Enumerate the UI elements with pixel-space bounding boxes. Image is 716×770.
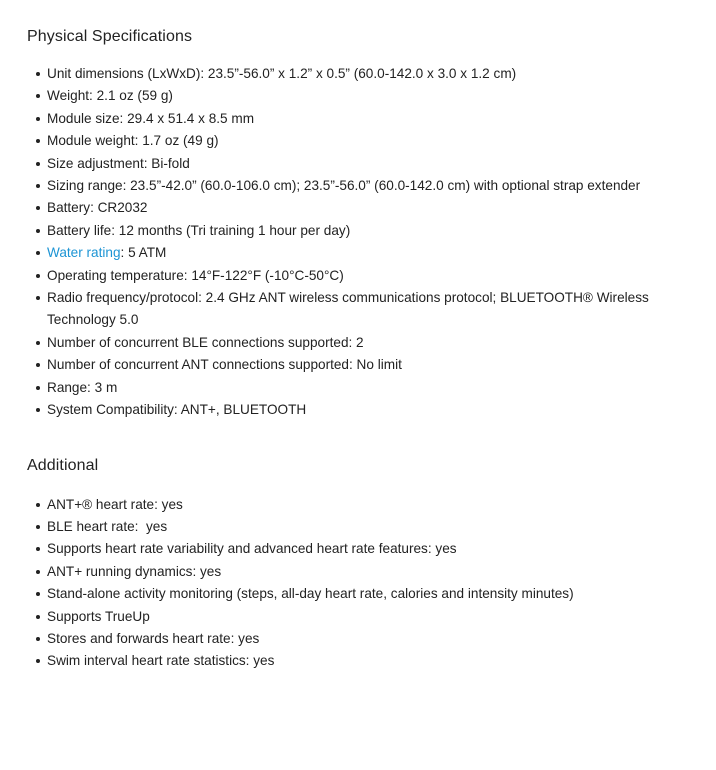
spec-item bbox=[27, 242, 692, 264]
spec-text: Sizing range: 23.5”-42.0” (60.0-106.0 cm); 23.5”-56.0” (60.0-142.0 cm) with optional strap extender bbox=[47, 178, 641, 194]
spec-text: ANT+ running dynamics: yes bbox=[47, 563, 222, 579]
spec-text: Module weight: 1.7 oz (49 g) bbox=[47, 133, 219, 149]
spec-item bbox=[27, 650, 692, 672]
spec-item bbox=[27, 516, 692, 538]
spec-text: Range: 3 m bbox=[47, 379, 118, 395]
spec-item bbox=[27, 606, 692, 628]
spec-text: System Compatibility: ANT+, BLUETOOTH bbox=[47, 402, 307, 418]
spec-text: Stores and forwards heart rate: yes bbox=[47, 630, 260, 646]
spec-item bbox=[27, 583, 692, 605]
spec-text: Number of concurrent BLE connections supported: 2 bbox=[47, 334, 364, 350]
spec-text: Module size: 29.4 x 51.4 x 8.5 mm bbox=[47, 110, 255, 126]
spec-text: BLE heart rate: yes bbox=[47, 518, 168, 534]
spec-item bbox=[27, 265, 692, 287]
spec-item bbox=[27, 85, 692, 107]
spec-text: Size adjustment: Bi-fold bbox=[47, 155, 190, 171]
spec-text: Number of concurrent ANT connections supported: No limit bbox=[47, 357, 402, 373]
additional-list bbox=[27, 494, 692, 673]
spec-item bbox=[27, 130, 692, 152]
spec-text: ANT+® heart rate: yes bbox=[47, 496, 183, 512]
water-rating-link[interactable]: Water rating bbox=[47, 245, 121, 261]
spec-text: Operating temperature: 14°F-122°F (-10°C-50°C) bbox=[47, 267, 344, 283]
spec-text: Weight: 2.1 oz (59 g) bbox=[47, 88, 173, 104]
spec-text: Swim interval heart rate statistics: yes bbox=[47, 653, 275, 669]
spec-text: Unit dimensions (LxWxD): 23.5”-56.0” x 1.2” x 0.5” (60.0-142.0 x 3.0 x 1.2 cm) bbox=[47, 66, 517, 81]
spec-item bbox=[27, 354, 692, 376]
spec-text: Supports heart rate variability and advanced heart rate features: yes bbox=[47, 541, 457, 557]
spec-item bbox=[27, 628, 692, 650]
spec-item bbox=[27, 287, 692, 332]
spec-text: Radio frequency/protocol: 2.4 GHz ANT wireless communications protocol; BLUETOOTH® Wireless Technology 5.0 bbox=[47, 290, 653, 328]
spec-item bbox=[27, 399, 692, 421]
spec-text: Battery: CR2032 bbox=[47, 200, 148, 216]
spec-text: Battery life: 12 months (Tri training 1 hour per day) bbox=[47, 222, 351, 238]
spec-item bbox=[27, 494, 692, 516]
spec-item bbox=[27, 561, 692, 583]
spec-item bbox=[27, 220, 692, 242]
spec-item bbox=[27, 538, 692, 560]
physical-specifications-list bbox=[27, 63, 692, 422]
spec-text: : 5 ATM bbox=[120, 245, 167, 261]
spec-item bbox=[27, 197, 692, 219]
spec-item bbox=[27, 332, 692, 354]
spec-item bbox=[27, 377, 692, 399]
spec-item bbox=[27, 175, 692, 197]
physical-specifications-heading: Physical Specifications bbox=[27, 28, 193, 45]
spec-item bbox=[27, 153, 692, 175]
spec-item bbox=[27, 63, 692, 85]
spec-item bbox=[27, 108, 692, 130]
spec-text: Stand-alone activity monitoring (steps, all-day heart rate, calories and intensity minutes) bbox=[47, 586, 574, 602]
spec-text: Supports TrueUp bbox=[47, 608, 150, 624]
additional-heading: Additional bbox=[27, 456, 99, 474]
